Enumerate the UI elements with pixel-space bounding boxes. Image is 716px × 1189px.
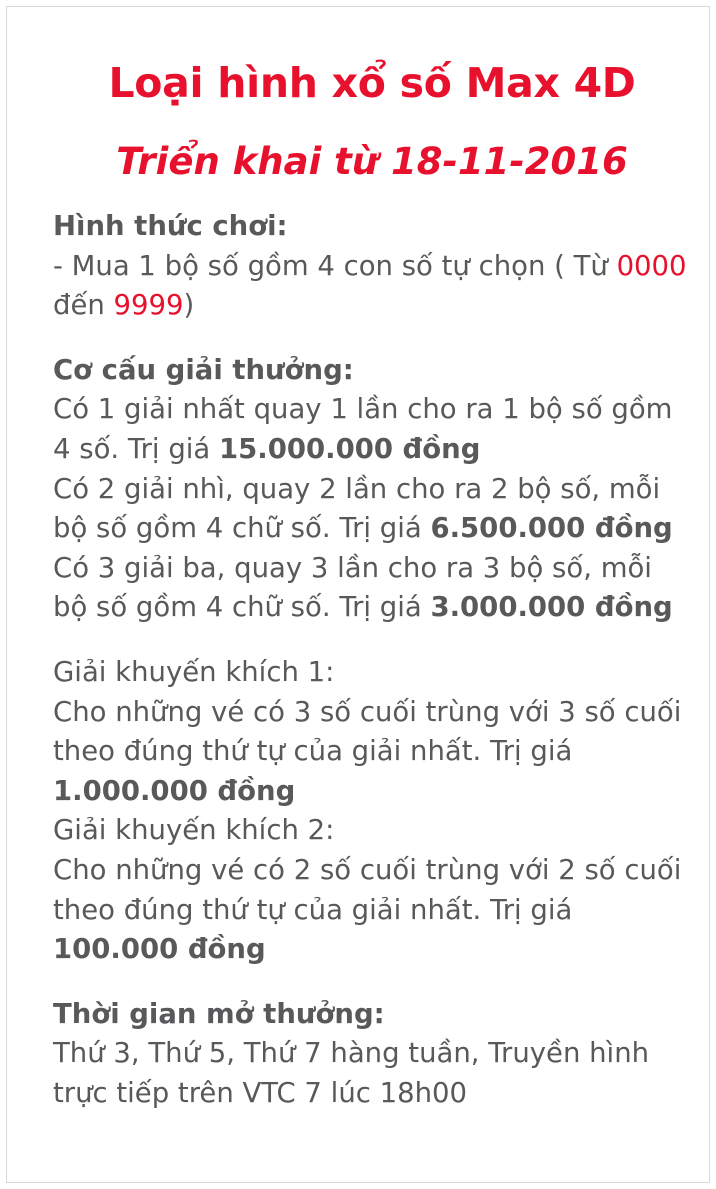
how-to-play-text: [53, 247, 691, 326]
section-heading-draw-time: Thời gian mở thưởng:: [53, 997, 385, 1030]
document-page: [6, 6, 710, 1183]
range-separator: đến: [53, 289, 114, 322]
prize-third-text: Có 3 giải ba, quay 3 lần cho ra 3 bộ số, mỗi bộ số gồm 4 chữ số. Trị giá: [53, 551, 652, 624]
prize-first-text: Có 1 giải nhất quay 1 lần cho ra 1 bộ số gồm 4 số. Trị giá: [53, 393, 673, 465]
document-body: [53, 207, 691, 1113]
range-close-paren: ): [183, 289, 195, 322]
page-title: Loại hình xổ số Max 4D: [108, 59, 636, 107]
consolation-2-value: 100.000 đồng: [53, 933, 266, 966]
consolation-2-text: Cho những vé có 2 số cuối trùng với 2 số cuối theo đúng thứ tự của giải nhất. Trị giá: [53, 853, 682, 926]
consolation-1-value: 1.000.000 đồng: [53, 774, 296, 807]
prize-second-text: Có 2 giải nhì, quay 2 lần cho ra 2 bộ số, mỗi bộ số gồm 4 chữ số. Trị giá: [53, 472, 661, 545]
prize-third: [53, 549, 691, 628]
prize-first-value: 15.000.000 đồng: [219, 432, 481, 465]
consolation-2-heading: Giải khuyến khích 2:: [53, 814, 335, 847]
spacer: [53, 970, 691, 995]
consolation-1-body: [53, 693, 691, 812]
page-subtitle: Triển khai từ 18-11-2016: [116, 140, 628, 183]
prize-third-value: 3.000.000 đồng: [430, 591, 673, 624]
consolation-2-body: [53, 851, 691, 970]
consolation-1-text: Cho những vé có 3 số cuối trùng với 3 số cuối theo đúng thứ tự của giải nhất. Trị giá: [53, 695, 682, 768]
prize-first: [53, 390, 691, 469]
consolation-1-heading: Giải khuyến khích 1:: [53, 655, 335, 688]
document-content: [7, 59, 709, 1113]
draw-time-text: Thứ 3, Thứ 5, Thứ 7 hàng tuần, Truyền hình trực tiếp trên VTC 7 lúc 18h00: [53, 1037, 650, 1109]
spacer: [53, 628, 691, 653]
prize-second-value: 6.500.000 đồng: [430, 512, 673, 545]
range-start-value: 0000: [616, 249, 687, 282]
section-heading-how-to-play: Hình thức chơi:: [53, 210, 288, 242]
how-to-play-line-1: - Mua 1 bộ số gồm 4 con số tự chọn ( Từ: [53, 249, 617, 282]
prize-second: [53, 470, 691, 549]
section-heading-prize-structure: Cơ cấu giải thưởng:: [53, 353, 354, 386]
spacer: [53, 326, 691, 351]
range-end-value: 9999: [113, 289, 184, 322]
